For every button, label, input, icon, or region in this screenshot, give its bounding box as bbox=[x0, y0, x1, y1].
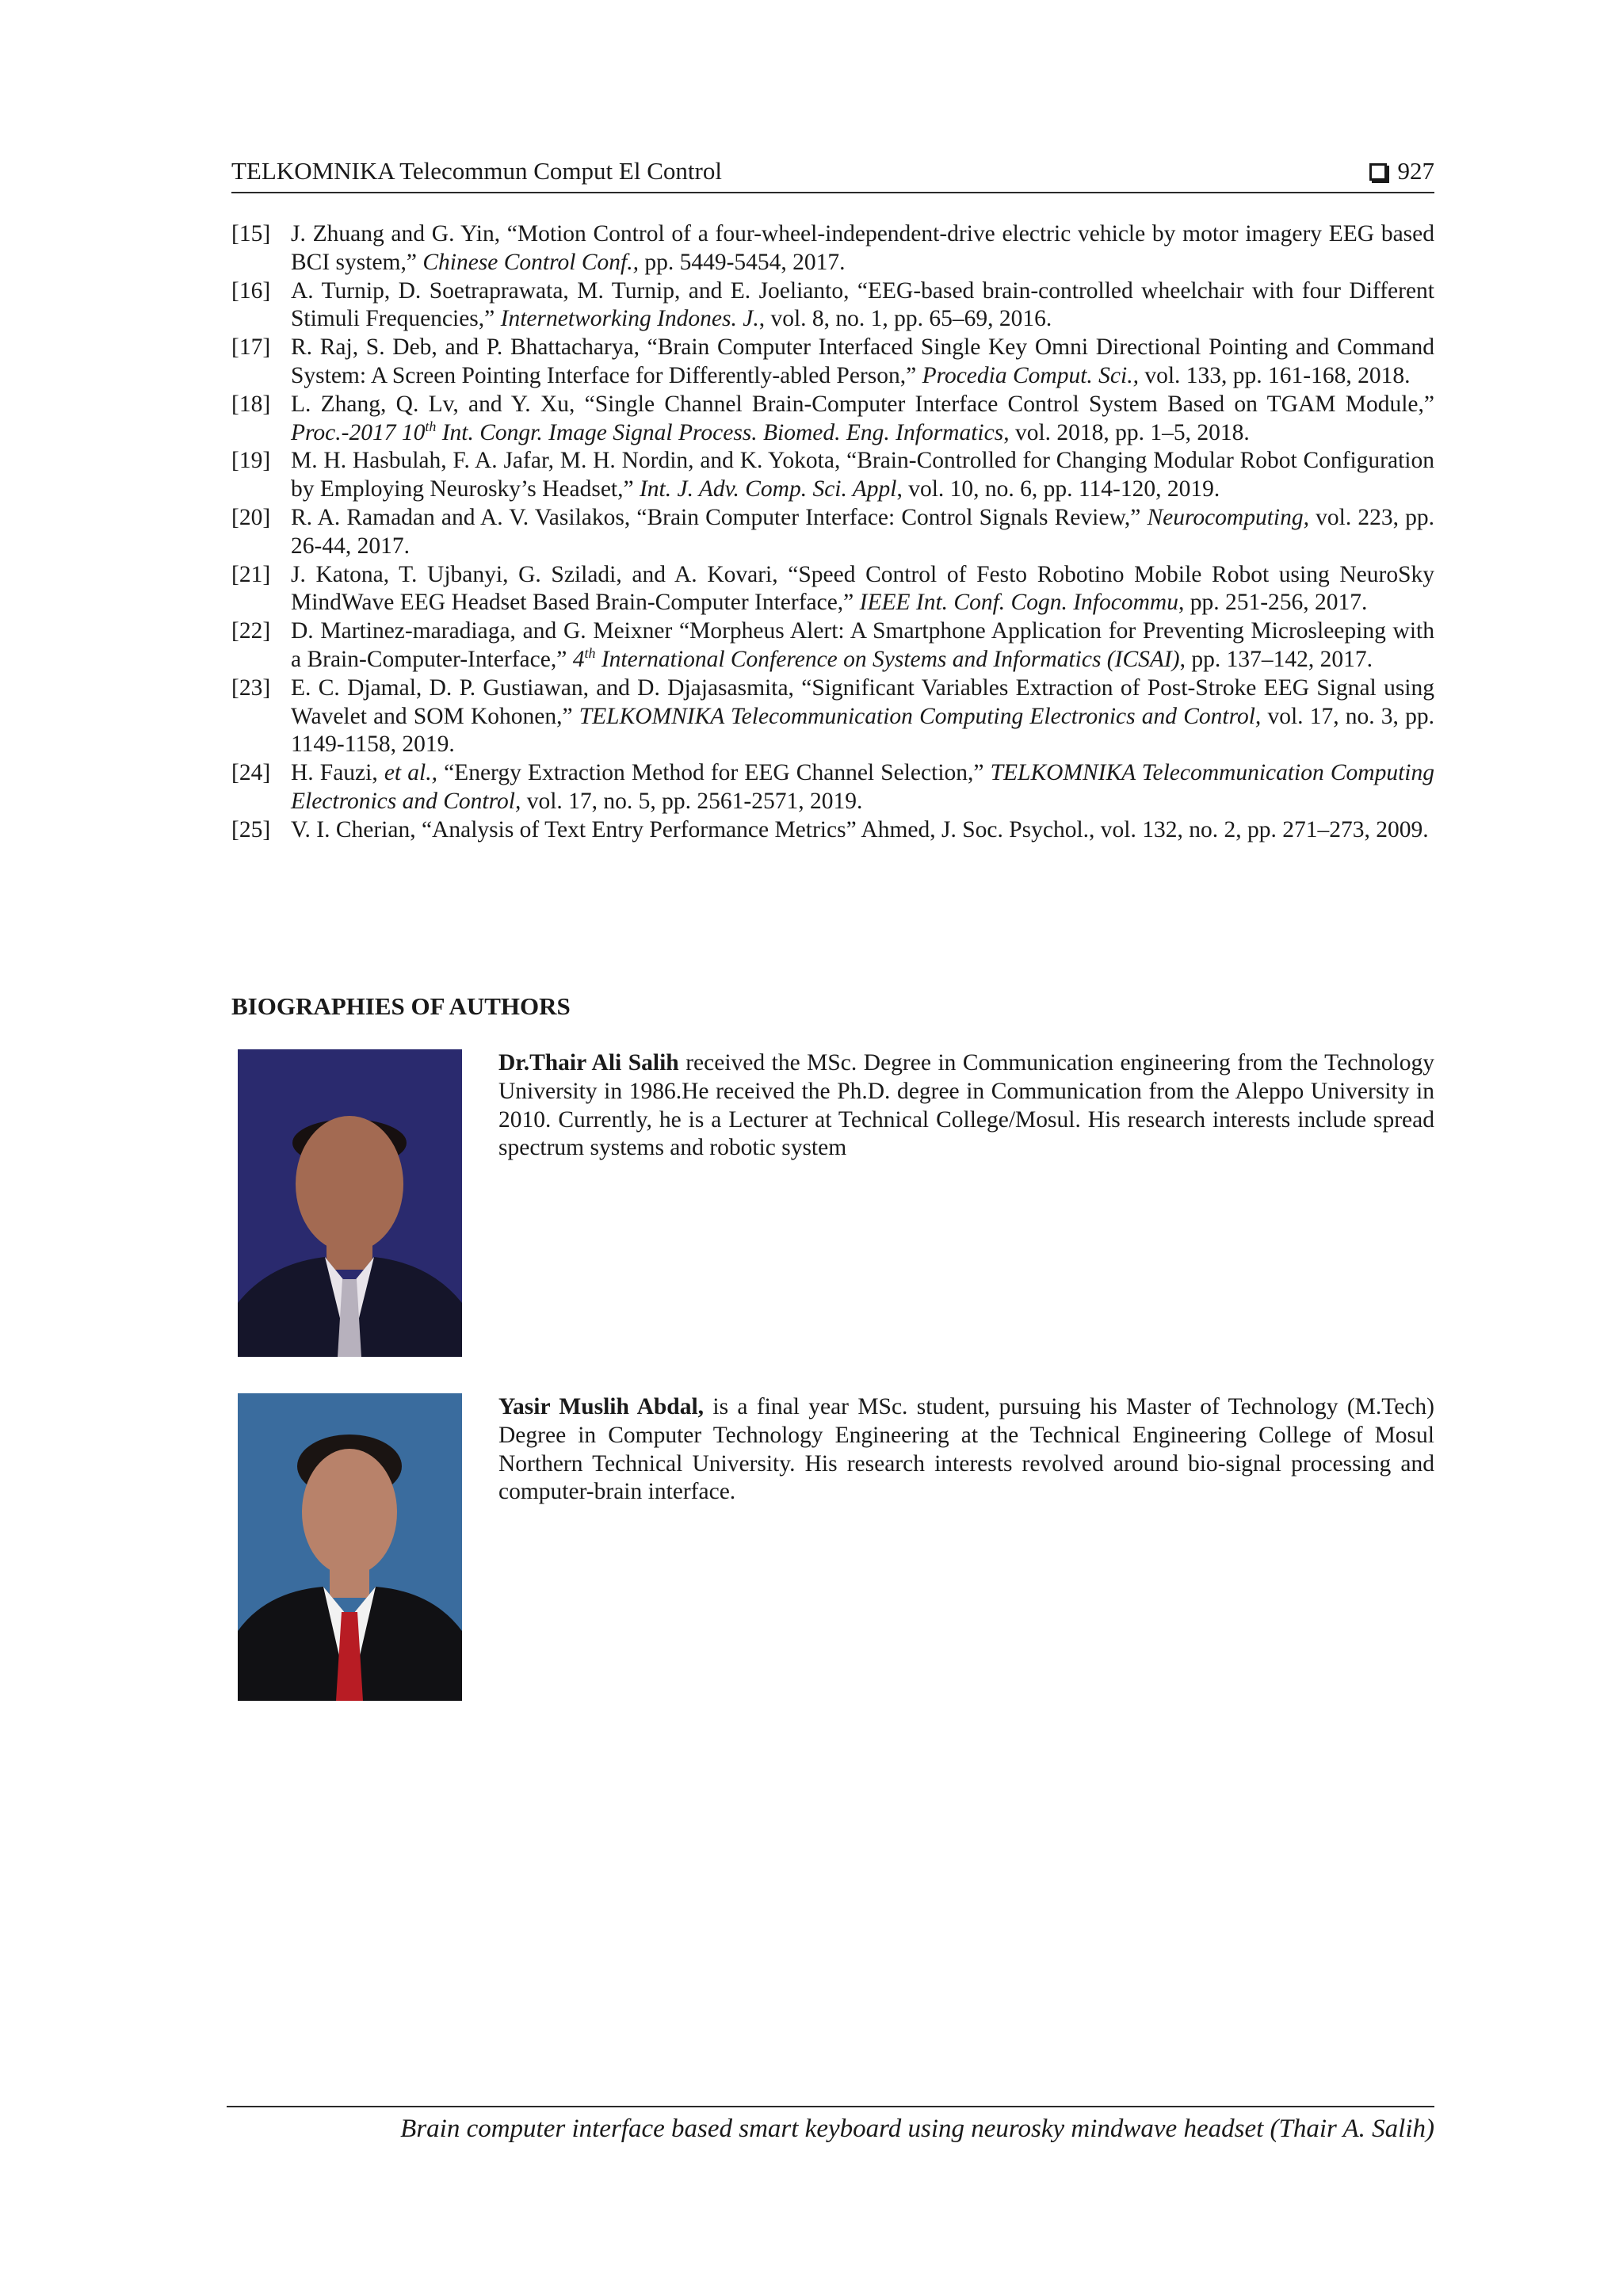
reference-number: [17] bbox=[231, 334, 271, 361]
reference-item bbox=[231, 674, 1434, 759]
reference-text bbox=[291, 759, 1434, 816]
reference-text bbox=[291, 334, 1434, 391]
reference-italic-segment: et al., bbox=[384, 760, 437, 786]
reference-italic-segment: IEEE Int. Conf. Cogn. Infocommu bbox=[859, 590, 1178, 616]
reference-number: [23] bbox=[231, 674, 271, 701]
reference-segment: “Energy Extraction Method for EEG Channel Selection,” bbox=[437, 760, 991, 786]
author-bio-text-2 bbox=[498, 1393, 1434, 1507]
reference-segment: , vol. 2018, pp. 1–5, 2018. bbox=[1003, 419, 1250, 445]
page-number-wrap bbox=[1369, 155, 1435, 187]
reference-text bbox=[291, 504, 1434, 561]
reference-text bbox=[291, 617, 1434, 674]
author-photo-1 bbox=[238, 1049, 462, 1357]
author-name-2: Yasir Muslih Abdal, bbox=[498, 1394, 705, 1419]
reference-number: [19] bbox=[231, 448, 271, 474]
reference-segment: vol. 133, pp. 161-168, 2018. bbox=[1138, 362, 1411, 388]
reference-text bbox=[291, 447, 1434, 504]
reference-number: [21] bbox=[231, 561, 271, 587]
reference-text bbox=[291, 816, 1434, 845]
reference-segment: vol. 17, no. 3, pp. 1149-1158, 2019. bbox=[291, 703, 1434, 758]
reference-segment: E. C. Djamal, D. P. Gustiawan, and D. Djajasasmita, “Significant Variables Extraction of Post-Stroke EEG Signal using Wavelet and SOM Kohonen,” bbox=[291, 674, 1434, 729]
reference-italic-segment: Int. J. Adv. Comp. Sci. Appl bbox=[639, 476, 897, 502]
author-photo-2 bbox=[238, 1393, 462, 1701]
author-description-1: received the MSc. Degree in Communication engineering from the Technology University in 1986.He received the Ph.D. degree in Communication from the Aleppo University in 2010. Currently, he is a Lecturer at Technical College/Mosul. His research interests include spread spectrum systems and robotic system bbox=[498, 1050, 1434, 1161]
reference-segment: A. Turnip, D. Soetraprawata, M. Turnip, and E. Joelianto, “EEG-based brain-controlled wheelchair with four Different Stimuli Frequencies,” bbox=[291, 277, 1434, 332]
reference-segment: pp. 5449-5454, 2017. bbox=[638, 249, 846, 275]
reference-segment: M. H. Hasbulah, F. A. Jafar, M. H. Nordin, and K. Yokota, “Brain-Controlled for Changing Modular Robot Configuration by Employing Neurosky’s Headset,” bbox=[291, 448, 1434, 502]
reference-segment: , pp. 251-256, 2017. bbox=[1178, 590, 1368, 616]
reference-text bbox=[291, 277, 1434, 334]
author-bio-text-1 bbox=[498, 1049, 1434, 1163]
reference-segment: D. Martinez-maradiaga, and G. Meixner “Morpheus Alert: A Smartphone Application for Preventing Microsleeping with a Brain-Computer-Interface,” bbox=[291, 618, 1434, 672]
reference-italic-segment: TELKOMNIKA Telecommunication Computing Electronics and Control, bbox=[291, 760, 1434, 814]
biographies-heading: BIOGRAPHIES OF AUTHORS bbox=[231, 992, 571, 1020]
reference-item bbox=[231, 220, 1434, 277]
reference-segment: , pp. 137–142, 2017. bbox=[1179, 646, 1373, 672]
author-portrait-2 bbox=[238, 1393, 462, 1701]
reference-segment: vol. 17, no. 5, pp. 2561-2571, 2019. bbox=[521, 788, 863, 814]
reference-italic-segment: th bbox=[584, 645, 596, 662]
reference-segment: , vol. 10, no. 6, pp. 114-120, 2019. bbox=[896, 476, 1220, 502]
reference-italic-segment: TELKOMNIKA Telecommunication Computing Electronics and Control, bbox=[579, 703, 1262, 729]
reference-list bbox=[231, 220, 1434, 845]
square-outline-icon bbox=[1369, 163, 1387, 181]
reference-segment: vol. 223, pp. 26-44, 2017. bbox=[291, 504, 1434, 559]
reference-number: [22] bbox=[231, 618, 271, 644]
reference-segment: H. Fauzi, bbox=[291, 760, 384, 786]
reference-segment: , vol. 8, no. 1, pp. 65–69, 2016. bbox=[758, 306, 1052, 332]
reference-text bbox=[291, 674, 1434, 759]
reference-segment: R. Raj, S. Deb, and P. Bhattacharya, “Brain Computer Interfaced Single Key Omni Directional Pointing and Command System: A Screen Pointing Interface for Differently-abled Person,” bbox=[291, 334, 1434, 388]
reference-text bbox=[291, 391, 1434, 448]
running-footer: Brain computer interface based smart keyboard using neurosky mindwave headset (Thair A. Salih) bbox=[400, 2115, 1434, 2143]
author-description-2: is a final year MSc. student, pursuing his Master of Technology (M.Tech) Degree in Computer Technology Engineering at the Technical Engineering College of Mosul Northern Technical University. His research interests revolved around bio-signal processing and computer-brain interface. bbox=[498, 1394, 1434, 1505]
reference-italic-segment: Chinese Control Conf., bbox=[422, 249, 639, 275]
reference-segment: J. Katona, T. Ujbanyi, G. Sziladi, and A. Kovari, “Speed Control of Festo Robotino Mobile Robot using NeuroSky MindWave EEG Headset Based Brain-Computer Interface,” bbox=[291, 561, 1434, 616]
reference-item bbox=[231, 277, 1434, 334]
reference-text bbox=[291, 561, 1434, 618]
reference-item bbox=[231, 816, 1434, 845]
footer-rule bbox=[227, 2106, 1434, 2107]
reference-segment: L. Zhang, Q. Lv, and Y. Xu, “Single Channel Brain-Computer Interface Control System Based on TGAM Module,” bbox=[291, 391, 1434, 417]
author-bio-1 bbox=[231, 1049, 1434, 1358]
reference-number: [18] bbox=[231, 391, 271, 417]
running-header bbox=[231, 155, 1434, 193]
reference-item bbox=[231, 759, 1434, 816]
reference-item bbox=[231, 561, 1434, 618]
author-portrait-1 bbox=[238, 1049, 462, 1357]
reference-item bbox=[231, 334, 1434, 391]
author-bio-2 bbox=[231, 1393, 1434, 1702]
reference-italic-segment: 4 bbox=[572, 646, 585, 672]
page-number: 927 bbox=[1397, 157, 1434, 185]
reference-italic-segment: th bbox=[425, 418, 437, 434]
reference-text bbox=[291, 220, 1434, 277]
reference-item bbox=[231, 391, 1434, 448]
reference-number: [16] bbox=[231, 277, 271, 304]
reference-italic-segment: Procedia Comput. Sci., bbox=[922, 362, 1139, 388]
reference-italic-segment: Int. Congr. Image Signal Process. Biomed. Eng. Informatics bbox=[436, 419, 1004, 445]
reference-italic-segment: Internetworking Indones. J. bbox=[500, 306, 759, 332]
reference-italic-segment: Proc.-2017 10 bbox=[291, 419, 426, 445]
reference-segment: R. A. Ramadan and A. V. Vasilakos, “Brain Computer Interface: Control Signals Review,” bbox=[291, 504, 1148, 530]
reference-number: [24] bbox=[231, 760, 271, 786]
reference-segment: V. I. Cherian, “Analysis of Text Entry Performance Metrics” Ahmed, J. Soc. Psychol., vol. 132, no. 2, pp. 271–273, 2009. bbox=[291, 816, 1429, 842]
reference-segment: J. Zhuang and G. Yin, “Motion Control of a four-wheel-independent-drive electric vehicle by motor imagery EEG based BCI system,” bbox=[291, 221, 1434, 275]
author-name-1: Dr.Thair Ali Salih bbox=[498, 1050, 679, 1075]
journal-title: TELKOMNIKA Telecommun Comput El Control bbox=[231, 157, 722, 185]
reference-italic-segment: Neurocomputing, bbox=[1147, 504, 1310, 530]
reference-italic-segment: International Conference on Systems and Informatics (ICSAI) bbox=[595, 646, 1180, 672]
reference-number: [15] bbox=[231, 221, 271, 246]
reference-item bbox=[231, 447, 1434, 504]
reference-number: [20] bbox=[231, 504, 271, 530]
reference-item bbox=[231, 617, 1434, 674]
reference-number: [25] bbox=[231, 816, 271, 842]
reference-item bbox=[231, 504, 1434, 561]
